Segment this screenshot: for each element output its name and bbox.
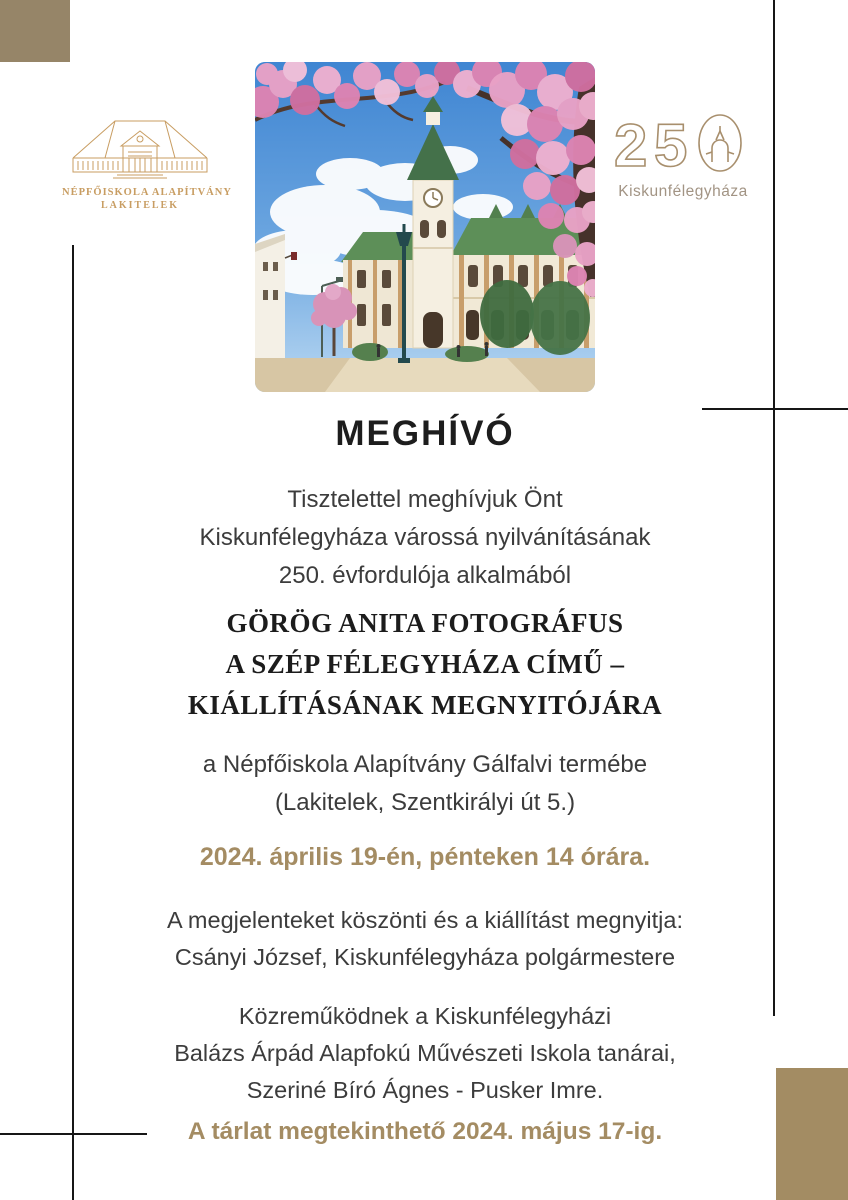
logo-digit-2: 2 bbox=[614, 112, 648, 179]
decor-vertical-line-right bbox=[773, 0, 775, 1016]
intro-line-3: 250. évfordulója alkalmából bbox=[278, 562, 572, 589]
decor-horizontal-line-right bbox=[702, 408, 848, 410]
page-title: MEGHÍVÓ bbox=[335, 414, 515, 453]
greeting-line-1: A megjelenteket köszönti és a kiállítást megnyitja: bbox=[167, 907, 683, 933]
intro-paragraph bbox=[84, 481, 766, 595]
greeting-paragraph bbox=[84, 902, 766, 976]
venue-line-2: (Lakitelek, Szentkirályi út 5.) bbox=[274, 789, 576, 816]
contributors-line-2: Balázs Árpád Alapfokú Művészeti Iskola tanárai, bbox=[174, 1040, 676, 1066]
250-anniversary-icon bbox=[606, 104, 760, 204]
greeting-line-2: Csányi József, Kiskunfélegyháza polgármestere bbox=[174, 944, 676, 970]
contributors-line-1: Közreműködnek a Kiskunfélegyházi bbox=[238, 1003, 612, 1029]
logo-city-name: Kiskunfélegyháza bbox=[618, 183, 748, 200]
logo-digit-5: 5 bbox=[654, 112, 688, 179]
event-title-line-1: GÖRÖG ANITA FOTOGRÁFUS bbox=[226, 608, 624, 638]
venue-paragraph bbox=[84, 746, 766, 822]
intro-line-1: Tisztelettel meghívjuk Önt bbox=[287, 486, 563, 513]
decor-square-top-left bbox=[0, 0, 70, 62]
nepfoiskola-building-icon bbox=[65, 108, 215, 180]
venue-line-1: a Népfőiskola Alapítvány Gálfalvi termébe bbox=[202, 751, 648, 778]
nepfoiskola-logo-line1: NÉPFŐISKOLA ALAPÍTVÁNY bbox=[62, 187, 232, 198]
contributors-line-3: Szeriné Bíró Ágnes - Pusker Imre. bbox=[246, 1077, 604, 1103]
event-title-line-2: A SZÉP FÉLEGYHÁZA CÍMŰ – bbox=[225, 649, 625, 679]
decor-vertical-line-left bbox=[72, 245, 74, 1200]
nepfoiskola-logo bbox=[62, 108, 232, 211]
city-hall-photo-art bbox=[255, 62, 595, 392]
closing-note: A tárlat megtekinthető 2024. május 17-ig. bbox=[187, 1118, 663, 1145]
event-title bbox=[84, 603, 766, 726]
city-hall-photo bbox=[255, 62, 595, 392]
kiskunfelegyhaza-250-logo bbox=[606, 104, 760, 209]
event-datetime: 2024. április 19-én, pénteken 14 órára. bbox=[199, 843, 651, 871]
contributors-paragraph bbox=[84, 998, 766, 1109]
decor-rect-bottom-right bbox=[776, 1068, 848, 1200]
event-title-line-3: KIÁLLÍTÁSÁNAK MEGNYITÓJÁRA bbox=[187, 690, 663, 720]
logo-digit-0-with-tower bbox=[699, 115, 741, 171]
nepfoiskola-logo-line2: LAKITELEK bbox=[100, 200, 180, 211]
intro-line-2: Kiskunfélegyháza várossá nyilvánításának bbox=[199, 524, 651, 551]
